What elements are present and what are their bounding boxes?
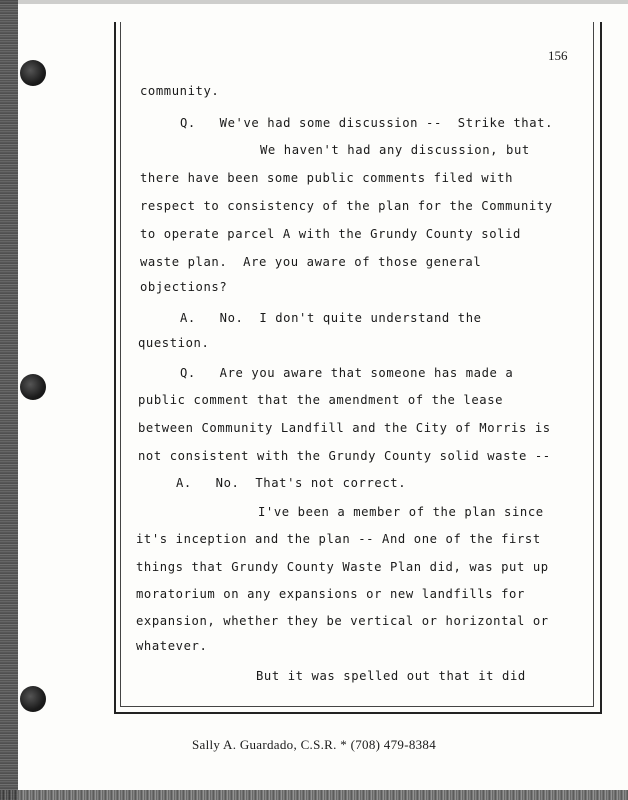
- transcript-line-1: community.: [140, 84, 220, 98]
- transcript-line-4: there have been some public comments filed with: [140, 171, 514, 185]
- transcript-line-8: objections?: [140, 280, 228, 294]
- transcript-line-5: respect to consistency of the plan for the Community: [140, 199, 553, 213]
- transcript-line-2: Q. We've had some discussion -- Strike that.: [180, 116, 554, 130]
- reporter-footer: Sally A. Guardado, C.S.R. * (708) 479-8384: [191, 737, 437, 752]
- transcript-line-18: things that Grundy County Waste Plan did, was put up: [136, 560, 549, 574]
- transcript-line-20: expansion, whether they be vertical or horizontal or: [136, 614, 549, 628]
- transcript-line-3: We haven't had any discussion, but: [260, 143, 530, 157]
- punch-hole-bottom: [20, 686, 46, 712]
- transcript-line-17: it's inception and the plan -- And one of the first: [136, 532, 541, 546]
- transcript-line-14: not consistent with the Grundy County solid waste --: [138, 449, 551, 463]
- transcript-line-21: whatever.: [136, 639, 208, 653]
- punch-hole-middle: [20, 374, 46, 400]
- scan-bottom-edge: [0, 790, 628, 800]
- transcript-line-19: moratorium on any expansions or new landfills for: [136, 587, 525, 601]
- transcript-line-12: public comment that the amendment of the lease: [138, 393, 504, 407]
- transcript-line-22: But it was spelled out that it did: [256, 669, 526, 683]
- transcript-line-11: Q. Are you aware that someone has made a: [180, 366, 514, 380]
- transcript-line-9: A. No. I don't quite understand the: [180, 311, 482, 325]
- transcript-line-16: I've been a member of the plan since: [258, 505, 544, 519]
- transcript-line-10: question.: [138, 336, 210, 350]
- scan-top-edge: [0, 0, 628, 4]
- scan-left-edge: [0, 0, 18, 800]
- page-number: 156: [548, 48, 568, 63]
- transcript-line-6: to operate parcel A with the Grundy County solid: [140, 227, 521, 241]
- transcript-line-15: A. No. That's not correct.: [176, 476, 407, 490]
- transcript-line-7: waste plan. Are you aware of those general: [140, 255, 482, 269]
- punch-hole-top: [20, 60, 46, 86]
- transcript-line-13: between Community Landfill and the City of Morris is: [138, 421, 551, 435]
